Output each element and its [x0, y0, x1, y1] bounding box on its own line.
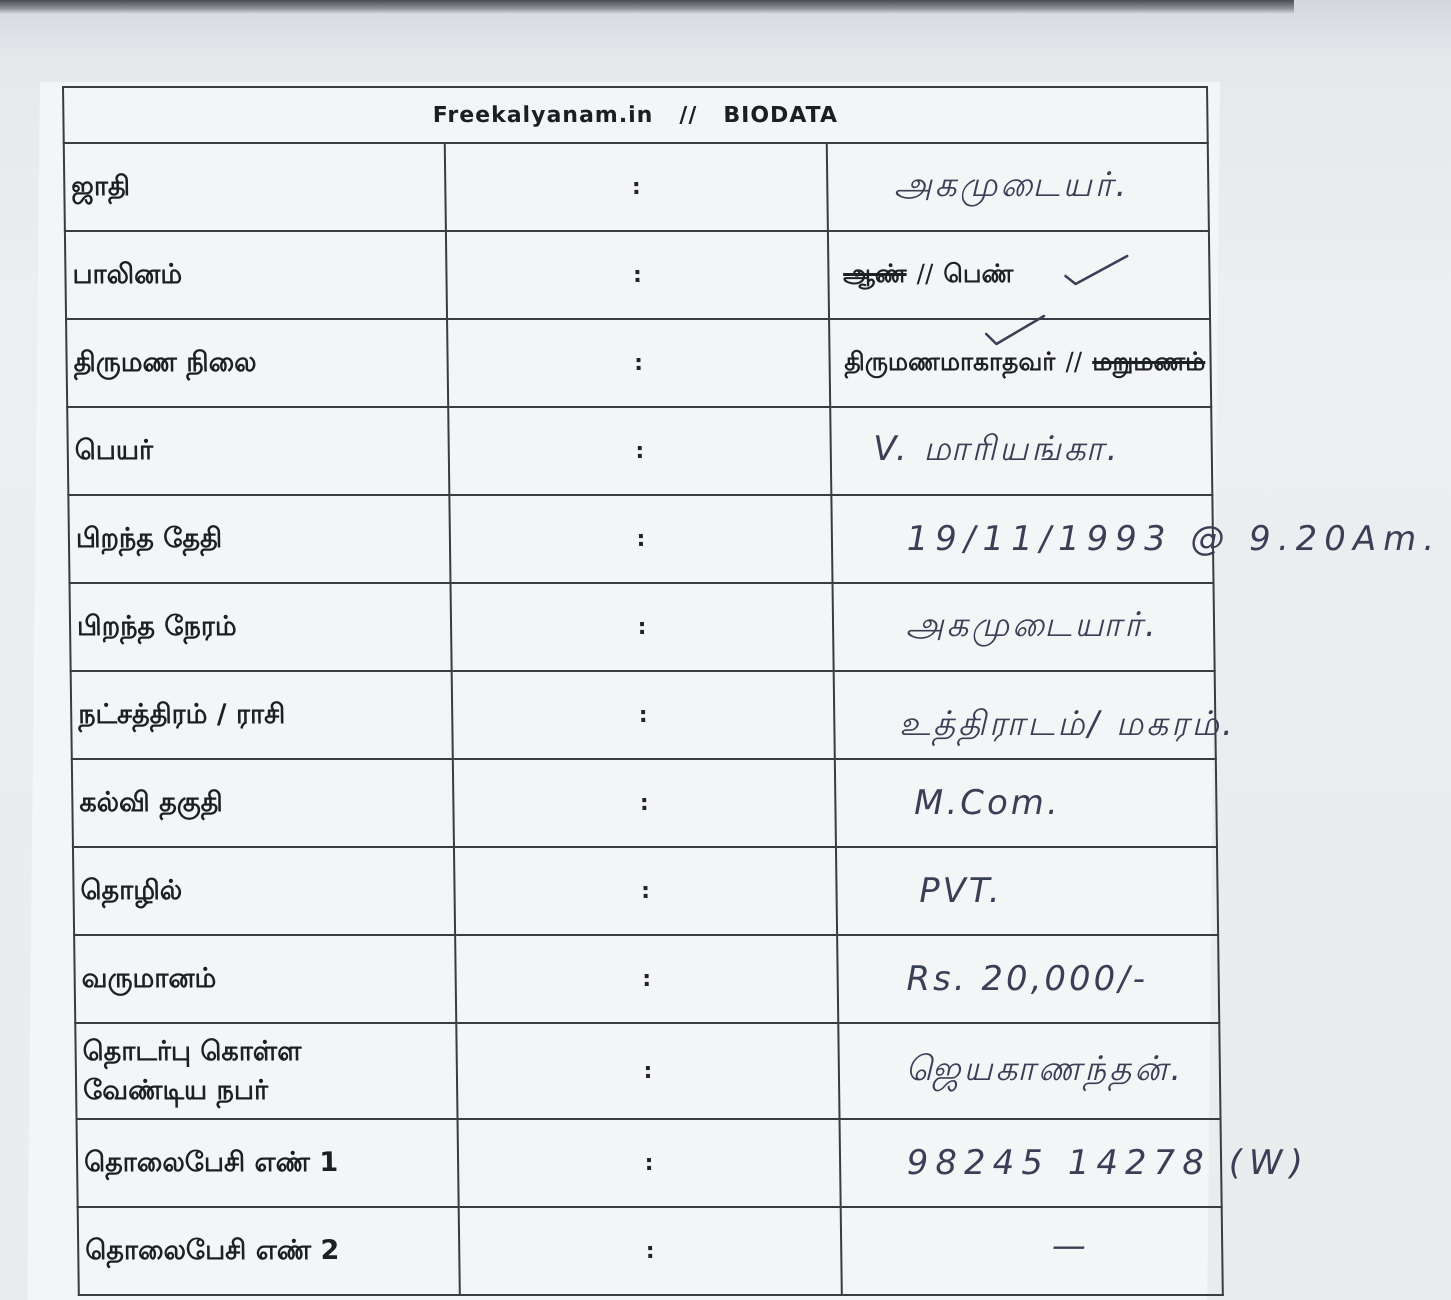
- gender-options: [843, 259, 1014, 288]
- occupation-label: தொழில்: [73, 847, 455, 935]
- dob-value-cell: [831, 495, 1442, 583]
- caste-label: ஜாதி: [64, 143, 446, 231]
- colon: :: [459, 1207, 841, 1295]
- row-name: [67, 407, 1212, 495]
- colon: :: [453, 759, 835, 847]
- title-separator: //: [679, 102, 698, 128]
- row-birth-time: [70, 583, 1215, 671]
- occupation-value: PVT.: [918, 871, 1003, 911]
- row-education: [72, 759, 1217, 847]
- row-phone2: [78, 1207, 1223, 1295]
- colon: :: [457, 1023, 840, 1119]
- contact-person-value: ஜெயகாணந்தன்.: [905, 1049, 1185, 1089]
- marital-option-remarriage: மறுமணம்: [1092, 346, 1206, 376]
- phone2-value: —: [1051, 1226, 1090, 1266]
- contact-person-label-line1: தொடர்பு கொள்ள: [82, 1035, 302, 1067]
- dob-label: பிறந்த தேதி: [68, 495, 450, 583]
- contact-person-label: [75, 1023, 458, 1119]
- biodata-form: [62, 86, 1442, 1296]
- contact-person-label-line2: வேண்டிய நபர்: [82, 1075, 269, 1106]
- checkmark-icon: [980, 312, 1051, 352]
- phone1-value-cell: [839, 1119, 1311, 1207]
- form-header-row: [63, 87, 1208, 143]
- gender-value-cell: [828, 231, 1210, 319]
- birth-time-value: அகமுடையார்.: [905, 605, 1159, 645]
- row-marital-status: [66, 319, 1211, 407]
- gender-option-female: பெண்: [943, 258, 1014, 288]
- colon: :: [445, 143, 827, 231]
- name-value-cell: [830, 407, 1212, 495]
- form-title: [63, 87, 1208, 143]
- education-label: கல்வி தகுதி: [72, 759, 454, 847]
- occupation-value-cell: [836, 847, 1218, 935]
- colon: :: [447, 319, 829, 407]
- income-value: Rs. 20,000/-: [906, 959, 1149, 999]
- gender-separator: //: [916, 258, 934, 288]
- caste-value-cell: [826, 143, 1208, 231]
- colon: :: [450, 495, 832, 583]
- birth-time-value-cell: [832, 583, 1214, 671]
- colon: :: [446, 231, 828, 319]
- site-name: Freekalyanam.in: [432, 102, 654, 128]
- income-value-cell: [837, 935, 1219, 1023]
- colon: :: [451, 583, 833, 671]
- phone2-label: தொலைபேசி எண் 2: [78, 1207, 460, 1295]
- row-dob: [68, 495, 1213, 583]
- colon: :: [452, 671, 834, 759]
- birth-time-label: பிறந்த நேரம்: [70, 583, 452, 671]
- phone1-label: தொலைபேசி எண் 1: [77, 1119, 459, 1207]
- marital-status-value-cell: [829, 319, 1211, 407]
- row-occupation: [73, 847, 1218, 935]
- name-value: V. மாரியங்கா.: [873, 429, 1121, 469]
- star-rasi-value-cell: [833, 671, 1236, 759]
- doc-type: BIODATA: [723, 102, 839, 128]
- colon: :: [458, 1119, 840, 1207]
- colon: :: [454, 847, 836, 935]
- education-value: M.Com.: [913, 783, 1061, 823]
- caste-value: அகமுடையர்.: [893, 165, 1130, 205]
- row-caste: [64, 143, 1209, 231]
- marital-option-unmarried: திருமணமாகாதவர்: [844, 346, 1056, 376]
- star-rasi-label: நட்சத்திரம் / ராசி: [71, 671, 453, 759]
- name-label: பெயர்: [67, 407, 449, 495]
- gender-label: பாலினம்: [65, 231, 447, 319]
- dob-value: 19/11/1993 @ 9.20Am.: [906, 519, 1442, 559]
- marital-status-label: திருமண நிலை: [66, 319, 448, 407]
- gender-option-male: ஆண்: [842, 258, 907, 288]
- marital-separator: //: [1065, 346, 1083, 376]
- star-rasi-value: உத்திராடம்/ மகரம்.: [898, 704, 1236, 744]
- photo-top-edge: [0, 0, 1294, 14]
- contact-person-value-cell: [838, 1023, 1221, 1119]
- colon: :: [455, 935, 837, 1023]
- phone1-value: 98245 14278 (W): [906, 1143, 1311, 1183]
- education-value-cell: [834, 759, 1216, 847]
- income-label: வருமானம்: [74, 935, 456, 1023]
- row-income: [74, 935, 1219, 1023]
- phone2-value-cell: [840, 1207, 1222, 1295]
- row-contact-person: [75, 1023, 1220, 1119]
- checkmark-icon: [1061, 250, 1132, 290]
- row-star-rasi: [71, 671, 1216, 759]
- row-phone1: [77, 1119, 1222, 1207]
- row-gender: [65, 231, 1210, 319]
- colon: :: [449, 407, 831, 495]
